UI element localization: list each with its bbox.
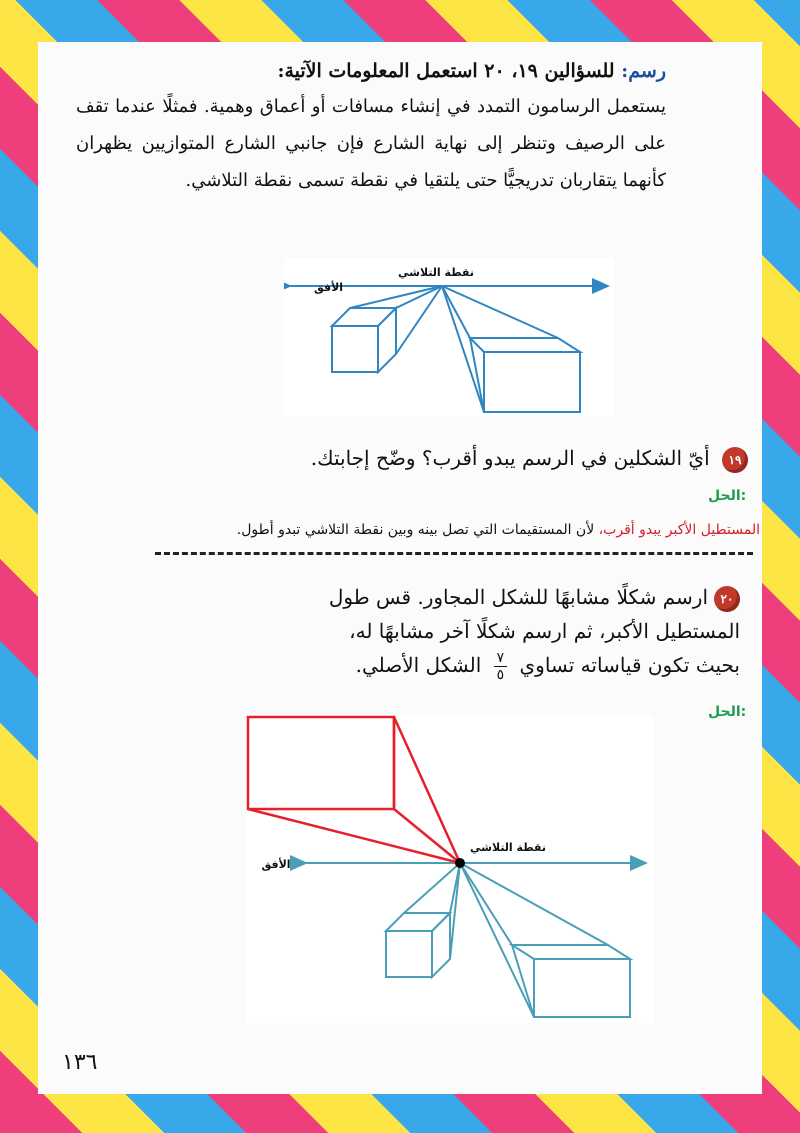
question-20-text-3b: الشكل الأصلي.: [355, 653, 482, 677]
vanishing-point-dot: [455, 858, 465, 868]
question-20-text-3a: بحيث تكون قياساته تساوي: [519, 653, 740, 677]
intro-label: رسم:: [621, 60, 666, 82]
question-20-line-2: المستطيل الأكبر، ثم ارسم شكلًا آخر مشابهًا له،: [349, 619, 740, 643]
question-20: [320, 580, 740, 683]
question-19-text: أيّ الشكلين في الرسم يبدو أقرب؟ وضّح إجابتك.: [310, 446, 710, 470]
question-19-number: ١٩: [722, 447, 748, 473]
intro-block: [76, 56, 666, 199]
dashed-divider: [155, 552, 753, 555]
question-20-line-1: [320, 580, 740, 614]
answer-19: [150, 522, 760, 538]
question-20-number: ٢٠: [714, 586, 740, 612]
fraction-numerator: ٧: [494, 650, 508, 667]
horizon-label-1: الأفق: [314, 281, 344, 294]
intro-paragraph: يستعمل الرسامون التمدد في إنشاء مسافات أو أعماق وهمية. فمثلًا عندما تقف على الرصيف وتنظر إلى نهاية الشارع فإن جانبي الشارع المتوازيين يظهران كأنهما يتقاربان تدريجيًّا حتى يلتقيا في نقطة تسمى نقطة التلاشي.: [76, 96, 666, 191]
vanishing-point-label-1: نقطة التلاشي: [398, 266, 474, 279]
question-20-text-1: ارسم شكلًا مشابهًا للشكل المجاور. قس طول: [328, 585, 708, 609]
horizon-label-2: الأفق: [261, 858, 291, 871]
perspective-figure-2: [246, 715, 654, 1023]
answer-19-highlight: المستطيل الأكبر يبدو أقرب،: [598, 522, 760, 538]
fraction-seven-fifths: [494, 650, 508, 683]
solution-label-20: الحل:: [708, 704, 747, 720]
vanishing-point-label-2: نقطة التلاشي: [470, 841, 546, 854]
question-19: [308, 446, 748, 473]
question-20-line-3: [320, 648, 740, 683]
answer-19-reason: لأن المستقيمات التي تصل بينه وبين نقطة التلاشي تبدو أطول.: [236, 522, 599, 538]
solution-label-19: الحل:: [708, 488, 747, 504]
intro-heading-text: للسؤالين ١٩، ٢٠ استعمل المعلومات الآتية:: [277, 60, 615, 82]
page-number: ١٣٦: [62, 1050, 98, 1075]
intro-heading: [76, 56, 666, 86]
fraction-denominator: ٥: [496, 667, 505, 683]
perspective-figure-1: [284, 258, 614, 416]
